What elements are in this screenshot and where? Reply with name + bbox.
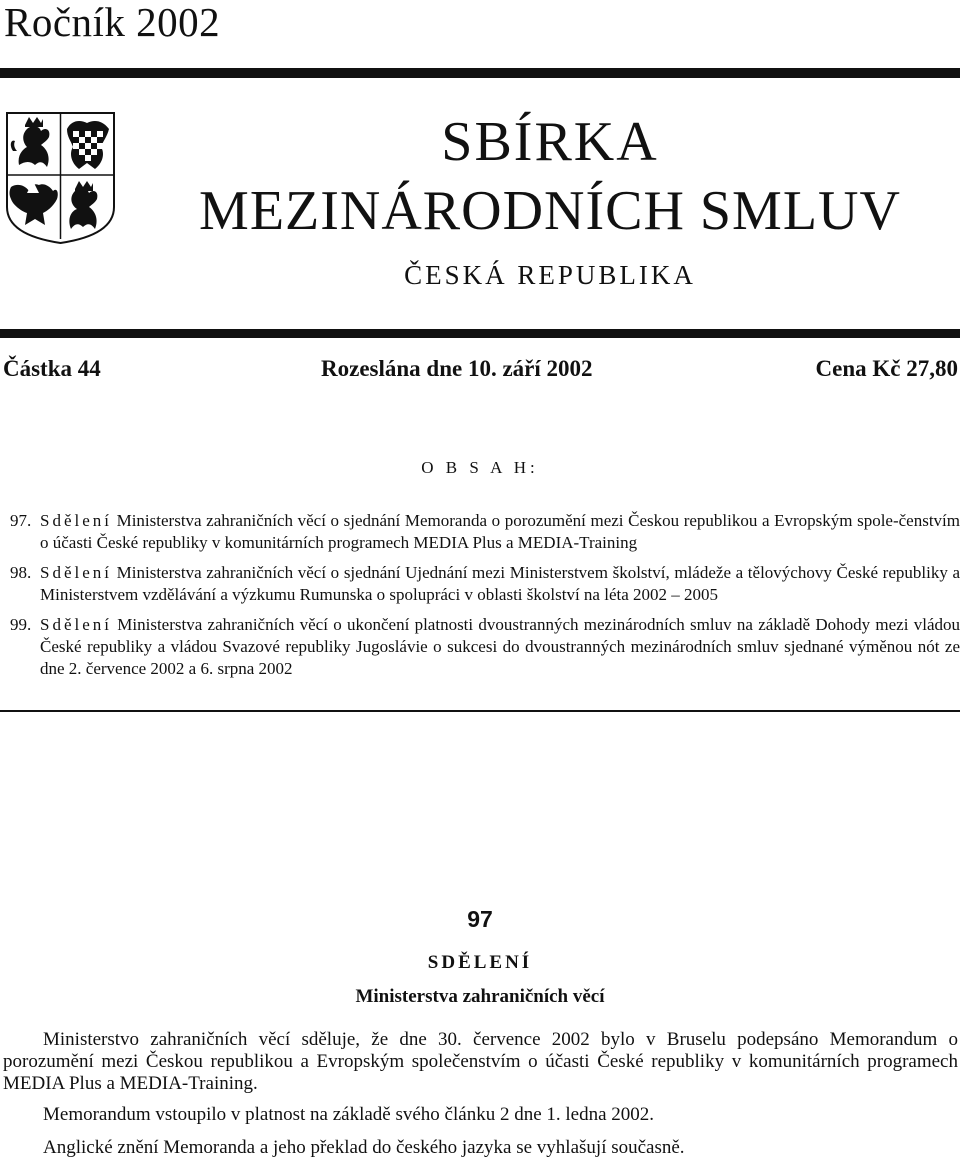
coat-of-arms-icon — [5, 111, 116, 245]
page-year: Ročník 2002 — [4, 0, 221, 45]
toc-item-number: 97. — [10, 511, 32, 530]
toc-item[interactable] — [10, 562, 960, 606]
section-divider — [0, 710, 960, 712]
issue-part: Částka 44 — [3, 356, 101, 381]
top-rule — [0, 68, 960, 78]
toc-item-number: 98. — [10, 563, 32, 582]
document-number: 97 — [467, 906, 493, 932]
table-of-contents — [10, 510, 960, 688]
contents-title: O B S A H: — [421, 458, 539, 477]
middle-rule — [0, 329, 960, 338]
body-paragraph-3: Anglické znění Memoranda a jeho překlad do českého jazyka se vyhlašují současně. — [43, 1137, 685, 1158]
toc-item-text: Ministerstva zahraničních věcí o sjednání Memoranda o porozumění mezi Českou republikou a Evropským spole-čenstvím o účasti České republiky v komunitárních programech MEDIA Plus a MEDIA-Training — [40, 511, 960, 552]
toc-item[interactable] — [10, 510, 960, 554]
toc-item-body — [10, 614, 960, 680]
toc-item-text: Ministerstva zahraničních věcí o ukončení platnosti dvoustranných mezinárodních smluv na základě Dohody mezi vládou České republiky a vládou Svazové republiky Jugoslávie o sukcesi do dvoustranných mezinárodních smluv sjednané výměnou nót ze dne 2. července 2002 a 6. srpna 2002 — [40, 615, 960, 678]
toc-item-body — [10, 562, 960, 606]
document-heading: SDĚLENÍ — [427, 952, 533, 973]
body-paragraph-2: Memorandum vstoupilo v platnost na základě svého článku 2 dne 1. ledna 2002. — [43, 1104, 655, 1125]
toc-item-keyword: Sdělení — [40, 563, 112, 582]
issue-info-row — [3, 356, 958, 388]
body-paragraph-1: Ministerstvo zahraničních věcí sděluje, že dne 30. července 2002 bylo v Bruselu podepsáno Memorandum o porozumění mezi Českou republikou a Evropským společenstvím o účasti České republiky v komunitárních programech MEDIA Plus a MEDIA-Training. — [3, 1029, 958, 1094]
document-subheading: Ministerstva zahraničních věcí — [355, 986, 605, 1007]
collection-title-line2: MEZINÁRODNÍCH SMLUV — [199, 180, 901, 242]
toc-item-keyword: Sdělení — [40, 511, 112, 530]
toc-item-body — [10, 510, 960, 554]
issue-price: Cena Kč 27,80 — [815, 356, 958, 381]
issue-distributed-date: Rozeslána dne 10. září 2002 — [321, 356, 593, 381]
toc-item-number: 99. — [10, 615, 32, 634]
collection-title-line1: SBÍRKA — [441, 111, 659, 173]
country-subtitle: ČESKÁ REPUBLIKA — [404, 260, 696, 290]
toc-item-keyword: Sdělení — [40, 615, 112, 634]
toc-item[interactable] — [10, 614, 960, 680]
toc-item-text: Ministerstva zahraničních věcí o sjednání Ujednání mezi Ministerstvem školství, mládeže a tělovýchovy České republiky a Ministerstvem vzdělávání a výzkumu Rumunska o spolupráci v oblasti školství na léta 2002 – 2005 — [40, 563, 960, 604]
